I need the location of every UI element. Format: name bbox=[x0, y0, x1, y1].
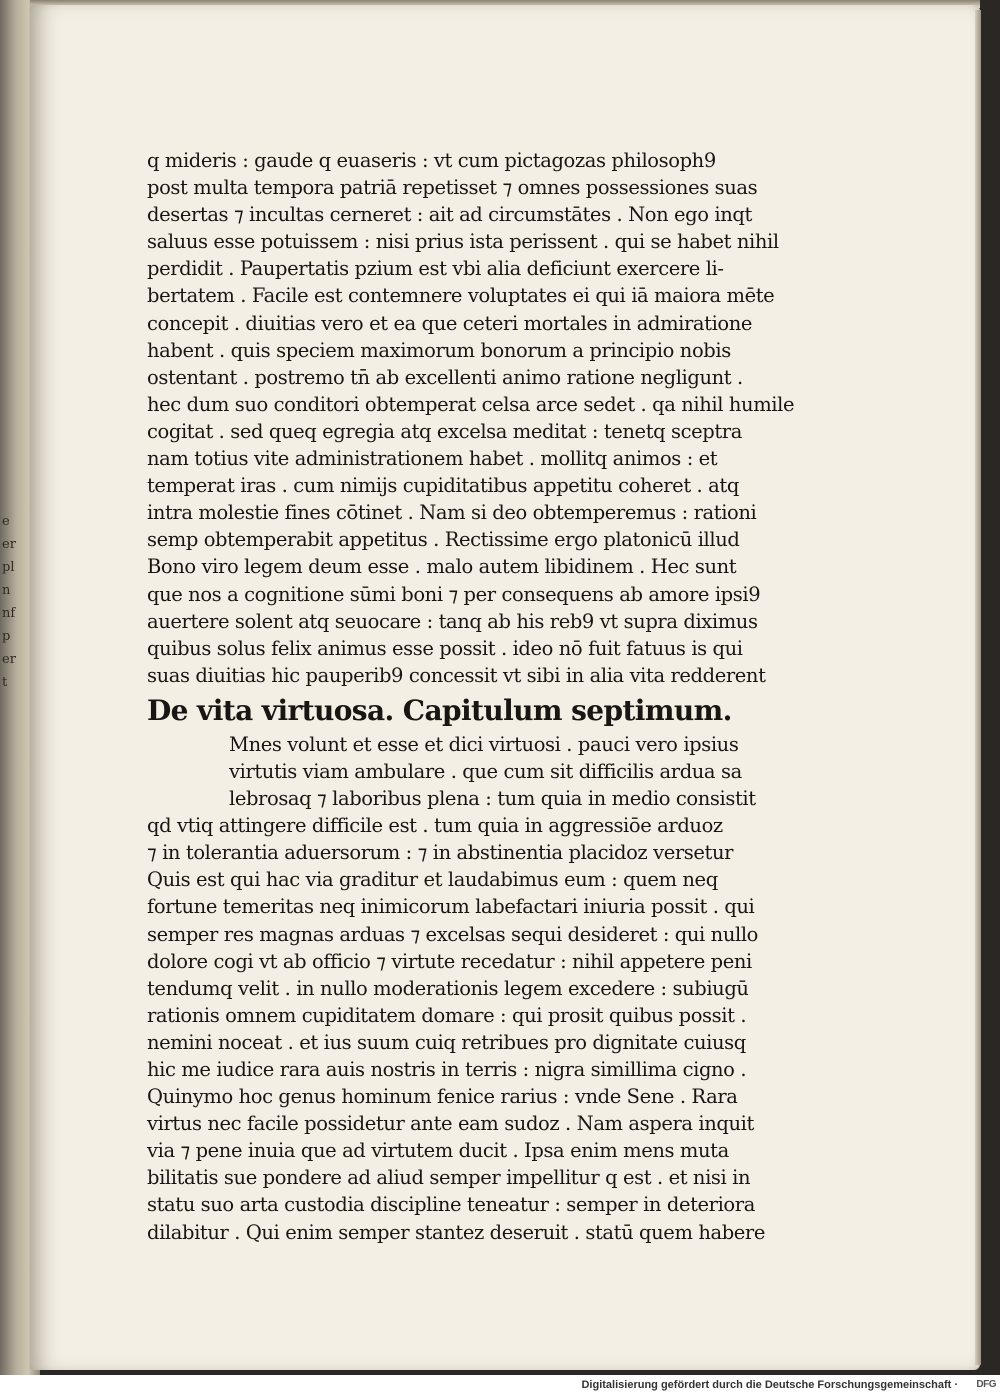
funding-credit: Digitalisierung gefördert durch die Deutsche Forschungsgemeinschaft · bbox=[581, 1379, 958, 1391]
text-line: statu suo arta custodia discipline teneatur : semper in deteriora bbox=[147, 1193, 755, 1217]
text-line: virtutis viam ambulare . que cum sit difficilis ardua sa bbox=[229, 759, 742, 783]
text-line: post multa tempora patriā repetisset ⁊ omnes possessiones suas bbox=[147, 176, 758, 200]
text-line: concepit . diuitias vero et ea que ceteri mortales in admiratione bbox=[147, 311, 753, 335]
text-line: cogitat . sed queq egregia atq excelsa meditat : tenetq sceptra bbox=[147, 419, 742, 443]
text-line: virtus nec facile possidetur ante eam sudoz . Nam aspera inquit bbox=[147, 1112, 754, 1136]
text-line: auertere solent atq seuocare : tanq ab his reb9 vt supra diximus bbox=[147, 609, 758, 633]
page-right-edge bbox=[975, 10, 981, 1365]
text-line: suas diuitias hic pauperib9 concessit vt sibi in alia vita redderent bbox=[147, 663, 766, 687]
dfg-logo: DFG bbox=[976, 1379, 996, 1390]
text-line: Bono viro legem deum esse . malo autem libidinem . Hec sunt bbox=[147, 555, 737, 579]
text-line: fortune temeritas neq inimicorum labefactari iniuria possit . qui bbox=[147, 895, 755, 919]
text-line: que nos a cognitione sūmi boni ⁊ per consequens ab amore ipsi9 bbox=[147, 582, 761, 606]
left-margin-text: eerplnnfpert bbox=[2, 514, 16, 690]
page-text-block bbox=[147, 147, 795, 1246]
text-line: ostentant . postremo tn̄ ab excellenti animo ratione negligunt . bbox=[147, 365, 743, 389]
text-line: temperat iras . cum nimijs cupiditatibus appetitu coheret . atq bbox=[147, 474, 739, 498]
text-line: semp obtemperabit appetitus . Rectissime ergo platonicū illud bbox=[147, 528, 740, 552]
text-line: nemini noceat . et ius suum cuiq retribues pro dignitate cuiusq bbox=[147, 1030, 746, 1054]
text-line: lebrosaq ⁊ laboribus plena : tum quia in medio consistit bbox=[229, 787, 756, 811]
text-line: via ⁊ pene inuia que ad virtutem ducit . Ipsa enim mens muta bbox=[147, 1139, 729, 1163]
text-line: bertatem . Facile est contemnere voluptates ei qui iā maiora mēte bbox=[147, 284, 775, 308]
text-line: hec dum suo conditori obtemperat celsa arce sedet . qa nihil humile bbox=[147, 392, 795, 416]
text-line: tendumq velit . in nullo moderationis legem excedere : subiugū bbox=[147, 976, 749, 1000]
text-line: Quinymo hoc genus hominum fenice rarius : vnde Sene . Rara bbox=[147, 1085, 738, 1109]
text-line: perdidit . Paupertatis pzium est vbi alia deficiunt exercere li- bbox=[147, 257, 724, 281]
text-line: bilitatis sue pondere ad aliud semper impellitur q est . et nisi in bbox=[147, 1166, 751, 1190]
text-line: rationis omnem cupiditatem domare : qui prosit quibus possit . bbox=[147, 1003, 747, 1027]
text-line: semper res magnas arduas ⁊ excelsas sequi desideret : qui nullo bbox=[147, 922, 759, 946]
text-line: hic me iudice rara auis nostris in terris : nigra simillima cigno . bbox=[147, 1058, 747, 1081]
text-line: dilabitur . Qui enim semper stantez deseruit . statū quem habere bbox=[147, 1220, 765, 1244]
text-line: dolore cogi vt ab officio ⁊ virtute recedatur : nihil appetere peni bbox=[147, 949, 752, 973]
text-line: qd vtiq attingere difficile est . tum quia in aggressiōe arduoz bbox=[147, 814, 723, 838]
body-text-bottom bbox=[147, 812, 765, 1246]
text-line: nam totius vite administrationem habet . mollitq animos : et bbox=[147, 447, 718, 471]
text-line: q mideris : gaude q euaseris : vt cum pictagozas philosoph9 bbox=[147, 149, 716, 172]
text-line: ⁊ in tolerantia aduersorum : ⁊ in abstinentia placidoz versetur bbox=[147, 841, 734, 865]
body-text-indented bbox=[147, 731, 756, 812]
text-line: quibus solus felix animus esse possit . ideo nō fuit fatuus is qui bbox=[147, 636, 743, 660]
text-line: intra molestie fines cōtinet . Nam si deo obtemperemus : rationi bbox=[147, 501, 757, 525]
text-line: saluus esse potuissem : nisi prius ista perissent . qui se habet nihil bbox=[147, 230, 779, 254]
text-line: Quis est qui hac via graditur et laudabimus eum : quem neq bbox=[147, 868, 718, 892]
body-text-top bbox=[147, 147, 795, 689]
text-line: desertas ⁊ incultas cerneret : ait ad circumstātes . Non ego inqt bbox=[147, 203, 752, 227]
chapter-heading: De vita virtuosa. Capitulum septimum. bbox=[147, 693, 732, 727]
text-line: Mnes volunt et esse et dici virtuosi . pauci vero ipsius bbox=[229, 732, 739, 756]
text-line: habent . quis speciem maximorum bonorum a principio nobis bbox=[147, 338, 731, 362]
